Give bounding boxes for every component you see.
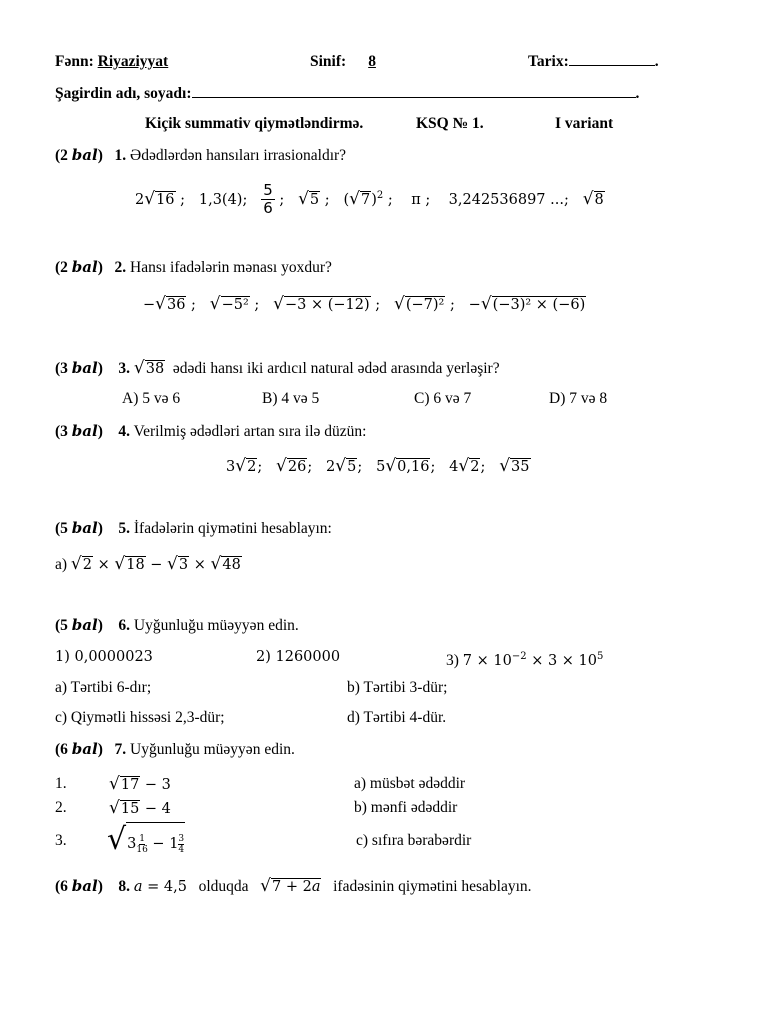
subject-value: Riyaziyyat: [97, 53, 169, 70]
question-number: 7.: [114, 741, 127, 758]
subject-line: [55, 52, 168, 72]
subject-label: Fənn:: [55, 53, 94, 70]
question-text: Verilmiş ədədləri artan sıra ilə düzün:: [133, 423, 367, 440]
question-text: Uyğunluğu müəyyən edin.: [130, 741, 295, 758]
question-text: ədədi hansı iki ardıcıl natural ədəd arasında yerləşir?: [172, 360, 500, 377]
question-8: (6 bal) 8. a = 4,5 olduqda √7 + 2a ifadəsinin qiymətini hesablayın.: [55, 876, 532, 896]
points-badge: (6 bal): [55, 740, 103, 758]
q7-answer-b: b) mənfi ədəddir: [354, 799, 458, 816]
option-c[interactable]: C) 6 və 7: [414, 390, 472, 407]
q7-item-1-label: 1.: [55, 775, 67, 792]
q6-item-2: 2) 1260000: [256, 649, 341, 665]
question-text: Uyğunluğu müəyyən edin.: [133, 617, 299, 634]
points-badge: (3 bal): [55, 359, 103, 377]
question-text-before: olduqda: [198, 878, 249, 895]
q6-answer-b: b) Tərtibi 3-dür;: [347, 679, 448, 696]
fraction: $\frac{5}{6}$: [263, 181, 273, 218]
variant: I variant: [555, 115, 614, 132]
name-blank[interactable]: [192, 97, 636, 98]
q6-answer-a: a) Tərtibi 6-dır;: [55, 679, 152, 696]
question-text: Ədədlərdən hansıları irrasionaldır?: [130, 147, 347, 164]
q6-item-1: 1) 0,0000023: [55, 649, 153, 665]
name-line: Şagirdin adı, soyadı: .: [55, 85, 640, 102]
question-3: (3 bal) 3. √38 ədədi hansı iki ardıcıl natural ədəd arasında yerləşir?: [55, 358, 500, 378]
q5-expression: a) √2 × √18 − √3 × √48: [55, 554, 241, 574]
option-b[interactable]: B) 4 və 5: [262, 390, 320, 407]
points-badge: (2 bal): [55, 258, 103, 276]
q7-item-1-expr: √17 − 3: [109, 774, 171, 794]
q7-answer-a: a) müsbət ədəddir: [354, 775, 466, 792]
question-number: 1.: [114, 147, 127, 164]
q7-answer-c: c) sıfıra bərabərdir: [356, 832, 472, 849]
points-badge: (3 bal): [55, 422, 103, 440]
q1-numbers: 2√16 ; 1,3(4); $\frac{5}{6}$ ; √5 ; $(√7)^2$ ; π ; 3,242536897 ...; √8: [135, 181, 604, 218]
question-6: [55, 615, 299, 636]
q6-answer-d: d) Tərtibi 4-dür.: [347, 709, 447, 726]
question-number: 6.: [118, 617, 130, 634]
class-value: 8: [368, 53, 376, 70]
question-7: [55, 739, 295, 760]
q7-item-3-expr: √ 3 1 16 − 1 3 4: [107, 822, 185, 864]
question-text: İfadələrin qiymətini hesablayın:: [133, 520, 332, 537]
question-number: 8.: [118, 878, 130, 895]
question-1: [55, 145, 346, 166]
ksq-number: KSQ № 1.: [416, 115, 484, 132]
points-badge: (5 bal): [55, 616, 103, 634]
question-number: 5.: [118, 520, 130, 537]
q6-answer-c: c) Qiymətli hissəsi 2,3-dür;: [55, 709, 225, 726]
q7-item-3-label: 3.: [55, 832, 67, 849]
question-text: Hansı ifadələrin mənası yoxdur?: [130, 259, 332, 276]
date-blank[interactable]: [569, 65, 655, 66]
points-badge: (5 bal): [55, 519, 103, 537]
question-4: [55, 421, 366, 442]
question-number: 3.: [118, 360, 130, 377]
points-badge: (2 bal): [55, 146, 103, 164]
q6-item-3: 3) $7 \times 10^{-2} \times 3 \times 10^5$: [446, 651, 604, 669]
title: Kiçik summativ qiymətləndirmə.: [145, 115, 364, 132]
question-text-after: ifadəsinin qiymətini hesablayın.: [333, 878, 532, 895]
q4-numbers: 3√2; √26; 2√5; 5√0,16; 4√2; √35: [226, 456, 530, 476]
class-label: Sinif:: [310, 53, 347, 70]
q2-expressions: −√36 ; √−5² ; √−3 × (−12) ; √(−7)² ; −√(−3)² × (−6): [143, 294, 586, 314]
question-number: 4.: [118, 423, 130, 440]
points-badge: (6 bal): [55, 877, 103, 895]
option-a[interactable]: A) 5 və 6: [122, 390, 181, 407]
q7-item-2-expr: √15 − 4: [109, 798, 171, 818]
q7-item-2-label: 2.: [55, 799, 67, 816]
question-5: [55, 518, 332, 539]
question-number: 2.: [114, 259, 127, 276]
question-2: [55, 257, 332, 278]
date-label: Tarix:: [528, 53, 569, 70]
name-label: Şagirdin adı, soyadı:: [55, 85, 192, 102]
class-line: [310, 52, 394, 72]
option-d[interactable]: D) 7 və 8: [549, 390, 608, 407]
date-line: Tarix: .: [528, 53, 659, 70]
